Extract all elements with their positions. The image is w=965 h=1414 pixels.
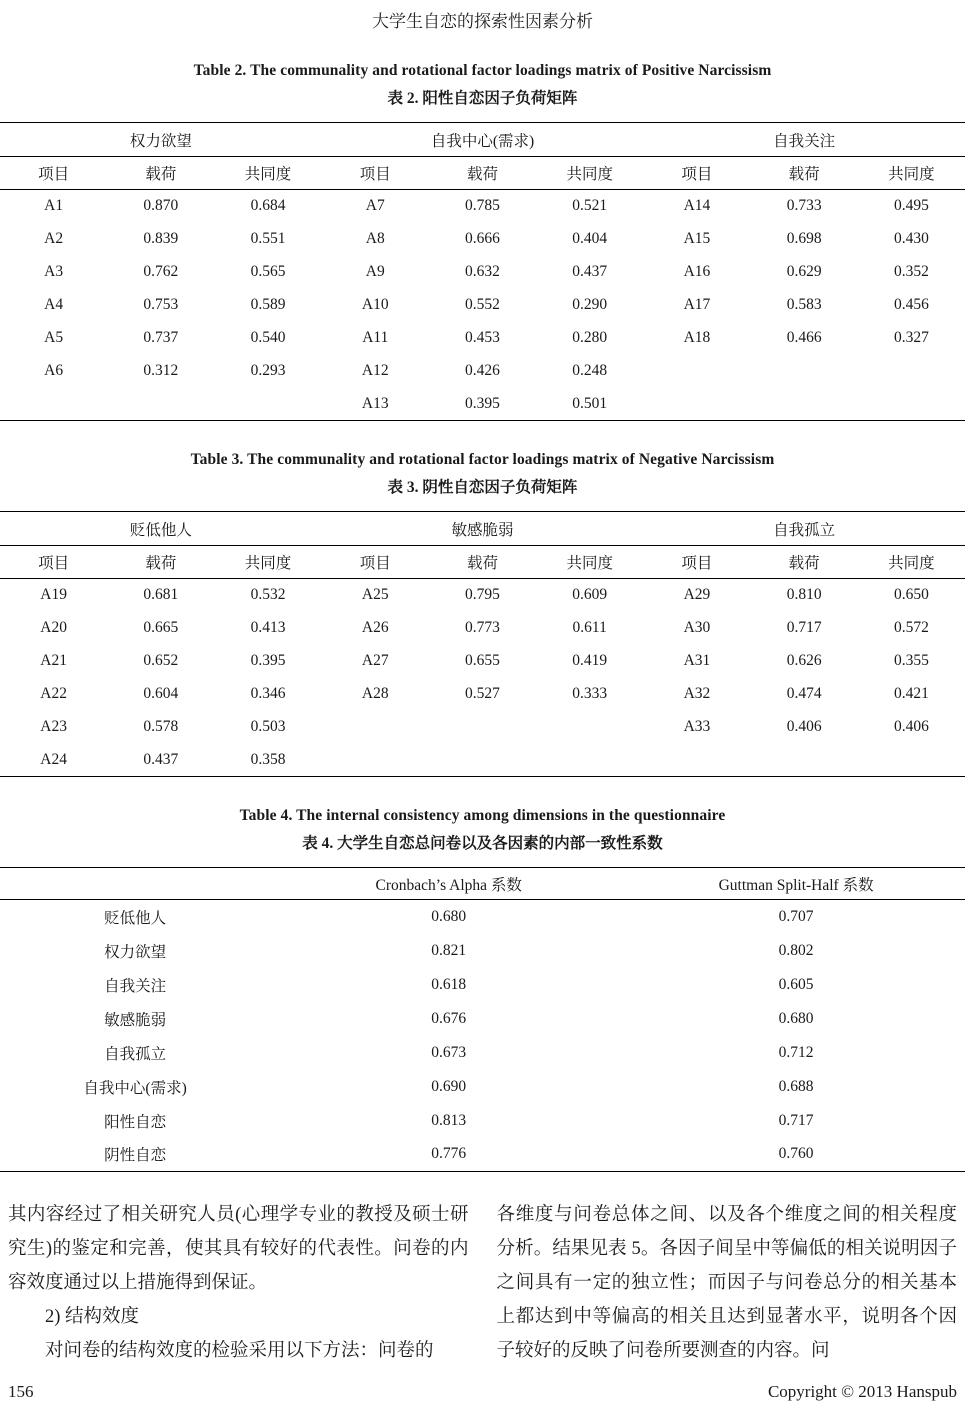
table-cell: 0.395 — [465, 394, 500, 412]
table-cell: A26 — [361, 619, 389, 636]
table-cell: 0.474 — [786, 685, 822, 702]
table-cell: 0.611 — [572, 619, 607, 636]
column-header: Guttman Split-Half 系数 — [627, 868, 965, 900]
table-cell: A14 — [683, 197, 711, 215]
table-cell — [536, 711, 643, 744]
table-cell: 0.578 — [143, 718, 179, 735]
table-cell: 0.737 — [143, 329, 179, 346]
table-cell: 0.676 — [431, 1009, 467, 1027]
table-cell — [858, 744, 965, 777]
table-row — [0, 678, 965, 711]
table-cell: 0.604 — [143, 685, 179, 702]
table-cell: A2 — [44, 230, 64, 247]
table-cell: 0.346 — [250, 685, 286, 702]
table-cell: 0.684 — [250, 197, 286, 215]
column-header: 项目 — [0, 546, 107, 579]
table-row — [0, 355, 965, 388]
table-cell: 0.795 — [465, 586, 500, 604]
table-cell — [643, 355, 750, 388]
table-row — [0, 645, 965, 678]
table-cell: 0.583 — [786, 296, 822, 313]
table-cell — [643, 744, 750, 777]
table-cell: 0.626 — [786, 652, 822, 669]
table-cell: 0.690 — [431, 1077, 467, 1095]
table-cell — [429, 711, 536, 744]
table3-group-header-row — [0, 512, 965, 546]
table-cell: 0.404 — [572, 230, 608, 247]
paragraph: 2) 结构效度 — [45, 1307, 140, 1327]
table-cell: 0.456 — [893, 296, 929, 313]
table3-column-header-row — [0, 546, 965, 579]
table-cell — [643, 388, 750, 421]
group-header: 敏感脆弱 — [322, 512, 644, 546]
table-cell: 0.707 — [778, 907, 814, 925]
table-cell: A21 — [40, 652, 67, 669]
group-header: 自我关注 — [643, 123, 965, 157]
table-cell: 0.453 — [465, 329, 500, 346]
table-cell: 0.785 — [465, 197, 500, 215]
table-cell: A25 — [361, 586, 389, 604]
table-cell: A23 — [40, 718, 67, 735]
table-row — [0, 579, 965, 612]
table-row — [0, 711, 965, 744]
group-header: 权力欲望 — [0, 123, 322, 157]
page-number: 156 — [8, 1382, 34, 1401]
table-cell — [429, 744, 536, 777]
table-row — [0, 1070, 965, 1104]
body-text-columns — [0, 1198, 965, 1368]
table-cell: A11 — [362, 329, 389, 346]
table-cell: 0.552 — [465, 296, 500, 313]
table-row — [0, 968, 965, 1002]
table-cell: 0.290 — [572, 296, 608, 313]
table-cell: A22 — [40, 685, 67, 702]
table-cell: 0.419 — [572, 652, 608, 669]
table-cell: 0.652 — [143, 652, 179, 669]
table-cell: 0.406 — [893, 718, 929, 735]
table-cell: 0.712 — [778, 1043, 814, 1061]
table-cell: A27 — [361, 652, 389, 669]
paragraph: 对问卷的结构效度的检验采用以下方法：问卷的 — [45, 1341, 434, 1361]
table-cell: A20 — [40, 619, 67, 636]
table-cell: 0.717 — [786, 619, 822, 636]
table-cell: A30 — [683, 619, 711, 636]
table-cell: 0.280 — [572, 329, 608, 346]
table-row — [0, 289, 965, 322]
table-cell: A18 — [683, 329, 711, 346]
column-header: 共同度 — [214, 546, 321, 579]
column-header: 项目 — [643, 546, 750, 579]
table-cell: 0.605 — [778, 975, 814, 993]
table2-positive-narcissism — [0, 122, 965, 421]
column-header: 共同度 — [214, 157, 321, 190]
table-cell: 0.358 — [250, 750, 286, 768]
table2-group-header-row — [0, 123, 965, 157]
table-row — [0, 1002, 965, 1036]
column-header: 载荷 — [107, 157, 214, 190]
table-cell: A6 — [44, 362, 64, 379]
table-cell: A15 — [683, 230, 711, 247]
copyright-notice: Copyright © 2013 Hanspub — [767, 1382, 957, 1401]
column-header: 载荷 — [429, 546, 536, 579]
table-cell: 阳性自恋 — [104, 1113, 167, 1131]
table2-column-header-row — [0, 157, 965, 190]
table-cell: 0.589 — [250, 296, 286, 313]
column-header — [0, 868, 270, 900]
table-cell: 0.810 — [786, 586, 822, 604]
table-cell: 0.466 — [786, 329, 822, 346]
body-text-right-column — [497, 1198, 958, 1368]
table4-title-en: Table 4. The internal consistency among dimensions in the questionnaire — [239, 807, 726, 824]
table4-internal-consistency — [0, 867, 965, 1172]
table3-negative-narcissism — [0, 511, 965, 777]
table-cell: 0.551 — [250, 230, 286, 247]
table-cell: 0.821 — [431, 941, 467, 959]
table-cell: 0.532 — [250, 586, 286, 604]
table-cell: 贬低他人 — [104, 909, 167, 927]
table-cell: A16 — [683, 263, 711, 280]
column-header: Cronbach’s Alpha 系数 — [270, 868, 627, 900]
table-cell: 0.437 — [143, 750, 179, 768]
table-cell — [322, 744, 429, 777]
table3-title-block — [0, 451, 965, 497]
column-header: 载荷 — [429, 157, 536, 190]
table-row — [0, 744, 965, 777]
table2-body — [0, 190, 965, 421]
column-header: 共同度 — [858, 546, 965, 579]
table4-title-block — [0, 807, 965, 853]
table-cell: 0.406 — [786, 718, 822, 735]
table-cell — [858, 388, 965, 421]
table-cell: 0.776 — [431, 1145, 467, 1163]
table-cell: 0.839 — [143, 230, 179, 247]
column-header: 项目 — [322, 157, 429, 190]
table-cell: 0.327 — [893, 329, 929, 346]
table-cell: A28 — [361, 685, 389, 702]
table-cell — [322, 711, 429, 744]
table-row — [0, 322, 965, 355]
table-cell: 0.352 — [893, 263, 929, 280]
table-cell: 0.395 — [250, 652, 286, 669]
table-cell: 0.632 — [465, 263, 500, 280]
table-cell — [751, 744, 858, 777]
table-cell: A7 — [365, 197, 385, 215]
table-cell: 自我关注 — [104, 977, 167, 995]
table-cell: 0.680 — [431, 907, 467, 925]
table-cell: A32 — [683, 685, 711, 702]
table-cell: 0.521 — [572, 197, 608, 215]
table-cell: 0.753 — [143, 296, 179, 313]
table-cell: 0.312 — [143, 362, 179, 379]
table-cell: 0.733 — [786, 197, 822, 215]
table4-title-zh: 表 4. 大学生自恋总问卷以及各因素的内部一致性系数 — [302, 835, 663, 852]
table-cell: 0.698 — [786, 230, 822, 247]
table-row — [0, 612, 965, 645]
page-footer — [0, 1382, 965, 1402]
table-row — [0, 900, 965, 934]
table-cell: A19 — [40, 586, 67, 604]
table-cell: 0.802 — [778, 941, 814, 959]
table-cell: 0.293 — [250, 362, 286, 379]
table-cell: 0.565 — [250, 263, 286, 280]
table-row — [0, 1036, 965, 1070]
table-cell — [751, 355, 858, 388]
table4-column-header-row — [0, 868, 965, 900]
table-row — [0, 223, 965, 256]
body-text-left-column — [8, 1198, 469, 1368]
table2-title-zh: 表 2. 阳性自恋因子负荷矩阵 — [387, 90, 578, 107]
table-row — [0, 934, 965, 968]
table-cell: 0.503 — [250, 718, 286, 735]
column-header: 共同度 — [536, 546, 643, 579]
table-cell: A3 — [44, 263, 64, 280]
table-cell: 0.680 — [778, 1009, 814, 1027]
table-cell: 阴性自恋 — [104, 1147, 167, 1165]
table-row — [0, 388, 965, 421]
table-cell: 0.629 — [786, 263, 822, 280]
column-header: 载荷 — [751, 546, 858, 579]
table-cell — [751, 388, 858, 421]
table-cell: 0.501 — [572, 394, 608, 412]
table-cell: A8 — [365, 230, 385, 247]
column-header: 共同度 — [858, 157, 965, 190]
table-cell: 0.760 — [778, 1145, 814, 1163]
table-cell: 0.688 — [778, 1077, 814, 1095]
table-cell: 0.655 — [465, 652, 500, 669]
table-cell: 0.618 — [431, 975, 467, 993]
paragraph: 其内容经过了相关研究人员(心理学专业的教授及硕士研究生)的鉴定和完善，使其具有较好的代表性。问卷的内容效度通过以上措施得到保证。 — [8, 1205, 469, 1293]
group-header: 自我中心(需求) — [322, 123, 644, 157]
table3-title-en: Table 3. The communality and rotational factor loadings matrix of Negative Narcissism — [190, 451, 775, 468]
table-cell: A33 — [683, 718, 711, 735]
table-cell: A9 — [365, 263, 385, 280]
table-cell: 0.495 — [893, 197, 929, 215]
table-cell: 0.870 — [143, 197, 179, 215]
table-cell: A17 — [683, 296, 711, 313]
table-cell: A13 — [361, 394, 389, 412]
table-row — [0, 190, 965, 223]
table-row — [0, 256, 965, 289]
table-cell: A29 — [683, 586, 711, 604]
column-header: 项目 — [322, 546, 429, 579]
table-row — [0, 1138, 965, 1172]
table-cell — [858, 355, 965, 388]
table-cell: 0.665 — [143, 619, 179, 636]
table-cell: 0.437 — [572, 263, 608, 280]
column-header: 项目 — [0, 157, 107, 190]
table-cell — [536, 744, 643, 777]
paragraph: 各维度与问卷总体之间、以及各个维度之间的相关程度分析。结果见表 5。各因子间呈中等偏低的相关说明因子之间具有一定的独立性；而因子与问卷总分的相关基本上都达到中等偏高的相关且达到显著水平，说明各个因子较好的反映了问卷所要测查的内容。问 — [496, 1205, 957, 1361]
table-cell: A10 — [361, 296, 389, 313]
group-header: 自我孤立 — [643, 512, 965, 546]
running-head-title: 大学生自恋的探索性因素分析 — [372, 12, 593, 31]
column-header: 项目 — [643, 157, 750, 190]
table-cell: A4 — [44, 296, 64, 313]
table-cell: 0.572 — [893, 619, 929, 636]
table-cell — [214, 388, 321, 421]
table-cell: 自我中心(需求) — [83, 1079, 187, 1097]
table-cell: 0.673 — [431, 1043, 467, 1061]
table-cell: 0.248 — [572, 362, 608, 379]
table-cell: 权力欲望 — [104, 943, 167, 961]
table-cell: A31 — [683, 652, 711, 669]
table4-body — [0, 900, 965, 1172]
table-cell: 0.355 — [893, 652, 929, 669]
table-cell: 0.762 — [143, 263, 179, 280]
table-cell: A12 — [361, 362, 389, 379]
table-cell: 0.773 — [465, 619, 500, 636]
table-cell: 0.813 — [431, 1111, 467, 1129]
table-cell: 0.650 — [893, 586, 929, 604]
table-cell: 0.681 — [143, 586, 179, 604]
table2-title-block — [0, 62, 965, 108]
table-cell — [107, 388, 214, 421]
table2-title-en: Table 2. The communality and rotational factor loadings matrix of Positive Narcissism — [193, 62, 772, 79]
group-header: 贬低他人 — [0, 512, 322, 546]
column-header: 载荷 — [107, 546, 214, 579]
table-row — [0, 1104, 965, 1138]
column-header: 共同度 — [536, 157, 643, 190]
table-cell: 0.421 — [893, 685, 929, 702]
table-cell: A5 — [44, 329, 64, 346]
table-cell — [0, 388, 107, 421]
column-header: 载荷 — [751, 157, 858, 190]
table-cell: 0.527 — [465, 685, 500, 702]
table-cell: 0.333 — [572, 685, 608, 702]
table3-body — [0, 579, 965, 777]
table-cell: 0.430 — [893, 230, 929, 247]
table-cell: 敏感脆弱 — [104, 1011, 167, 1029]
table-cell: 0.540 — [250, 329, 286, 346]
table-cell: 自我孤立 — [104, 1045, 167, 1063]
table-cell: 0.717 — [778, 1111, 814, 1129]
table-cell: 0.426 — [465, 362, 500, 379]
table-cell: 0.666 — [465, 230, 500, 247]
table-cell: A24 — [40, 750, 67, 768]
table3-title-zh: 表 3. 阴性自恋因子负荷矩阵 — [387, 479, 578, 496]
table-cell: A1 — [44, 197, 64, 215]
table-cell: 0.609 — [572, 586, 608, 604]
table-cell: 0.413 — [250, 619, 286, 636]
